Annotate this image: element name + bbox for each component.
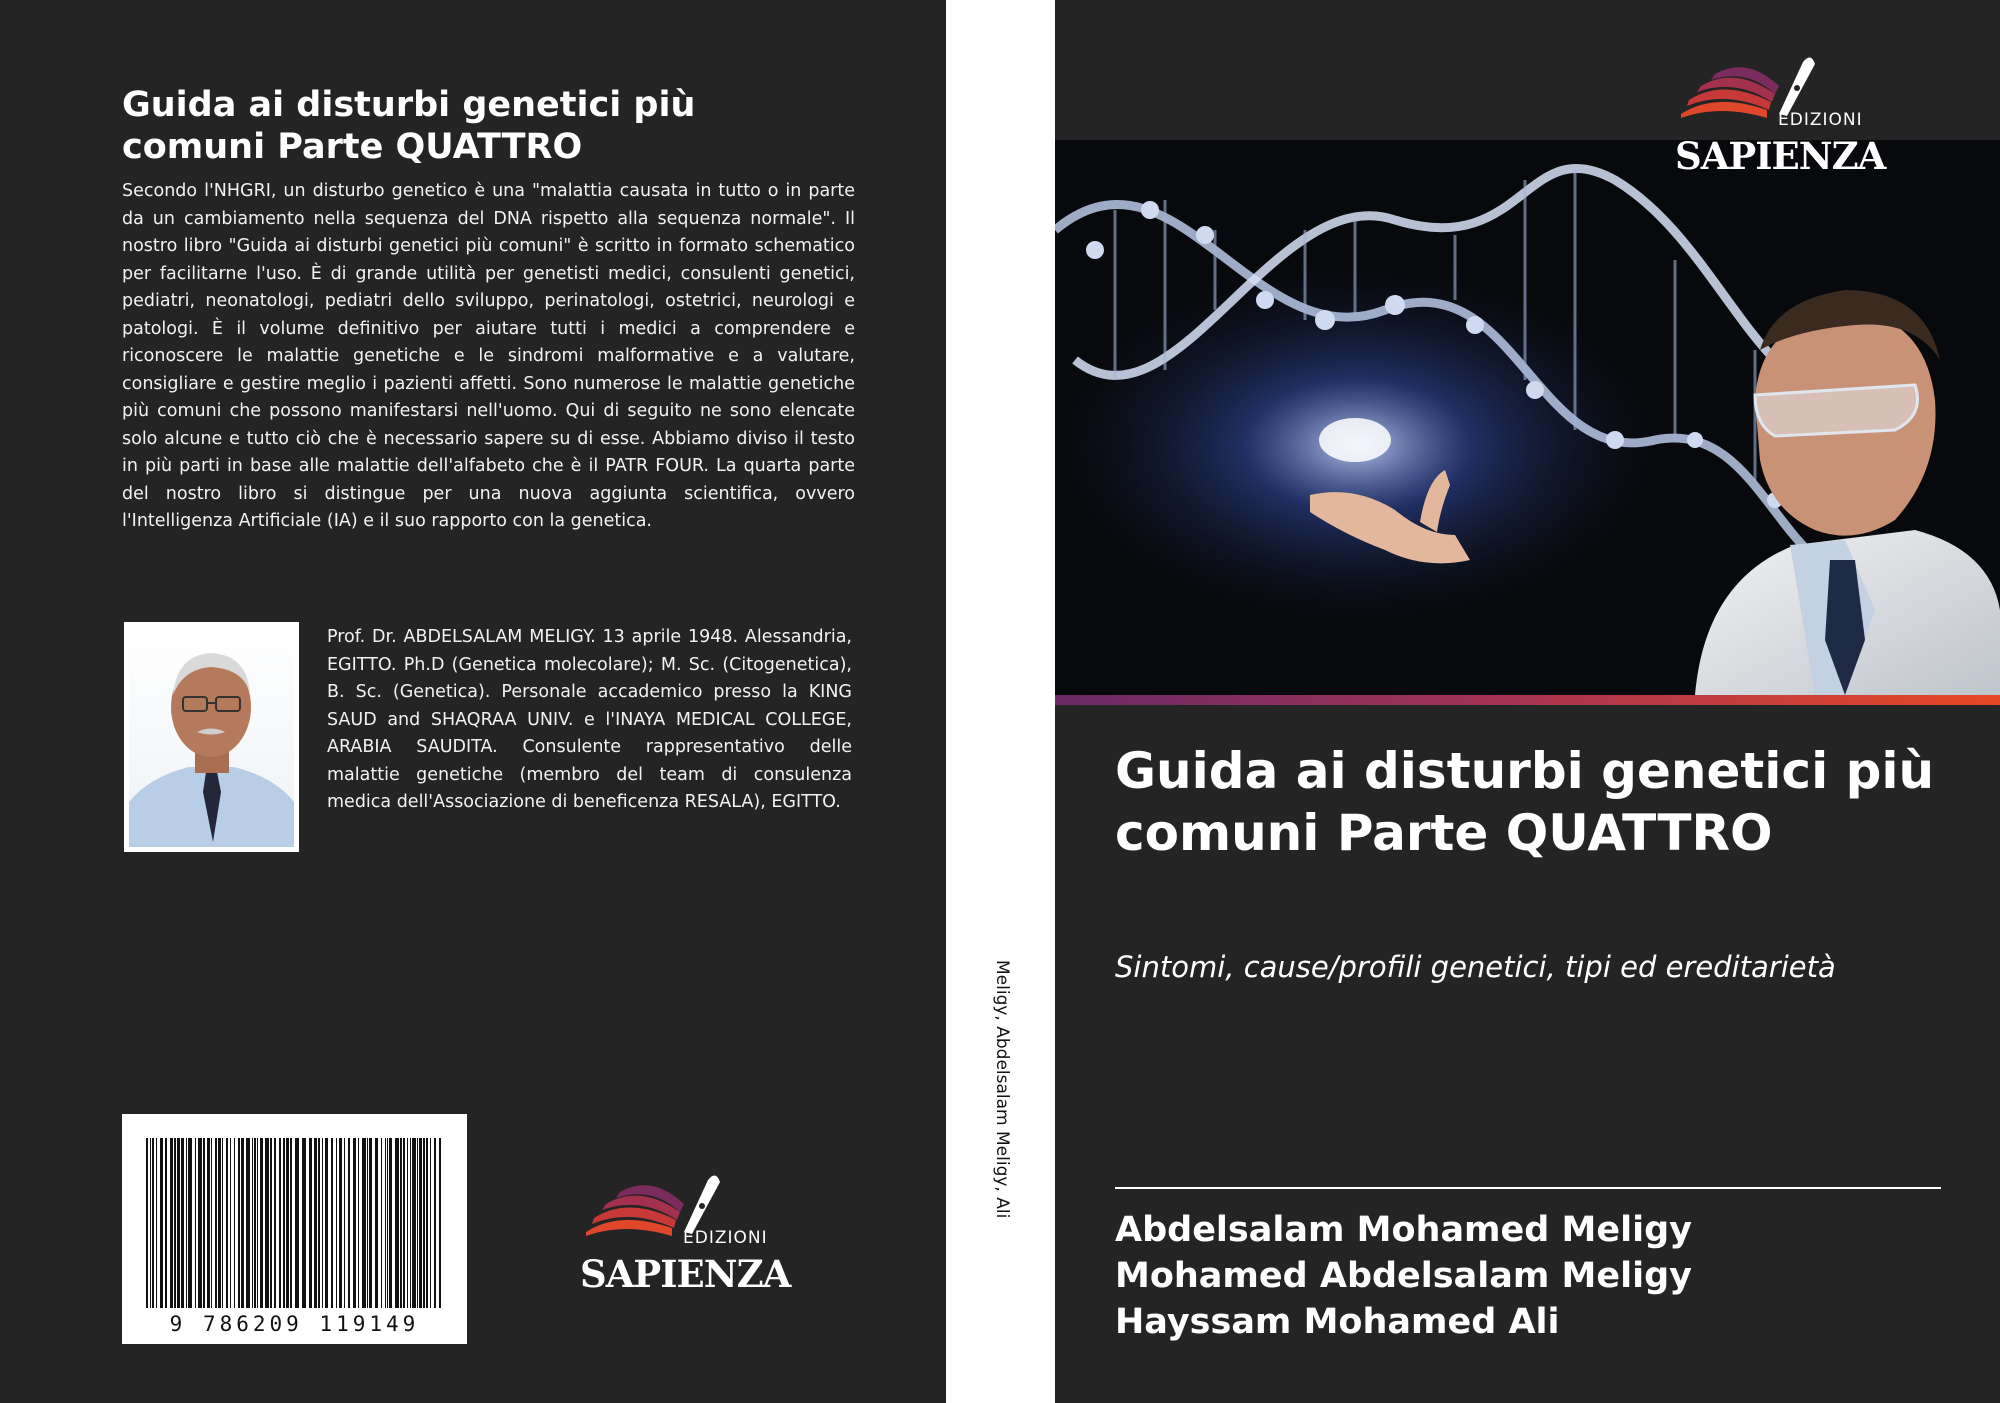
barcode-bar	[174, 1138, 176, 1308]
barcode-bar	[207, 1138, 210, 1308]
barcode-bar	[290, 1138, 292, 1308]
barcode-bar	[246, 1138, 250, 1308]
barcode-bar	[403, 1138, 405, 1308]
barcode-bar	[160, 1138, 163, 1308]
logo-imprint: EDIZIONI	[1778, 110, 1863, 130]
logo-name: SAPIENZA	[1675, 134, 1886, 178]
spine-text: Meligy, Abdelsalam Meligy, Ali	[992, 960, 1012, 1219]
barcode-bar	[412, 1138, 416, 1308]
barcode-bar	[430, 1138, 431, 1308]
author-portrait	[129, 627, 294, 847]
barcode-digits: 9 786209 119149	[169, 1312, 420, 1336]
barcode-bar	[339, 1138, 342, 1308]
barcode-bar	[353, 1138, 356, 1308]
barcode-icon	[140, 1138, 450, 1308]
barcode-bar	[389, 1138, 392, 1308]
front-cover	[1055, 0, 2000, 1403]
barcode-bar	[226, 1138, 228, 1308]
barcode-bar	[198, 1138, 202, 1308]
barcode-bar	[177, 1138, 180, 1308]
logo-name: SAPIENZA	[580, 1252, 791, 1296]
barcode-bar	[260, 1138, 263, 1308]
barcode-bar	[252, 1138, 253, 1308]
cover-color-band	[1055, 695, 2000, 705]
barcode-bar	[410, 1138, 411, 1308]
barcode-bar	[211, 1138, 212, 1308]
barcode-bar	[265, 1138, 269, 1308]
barcode-bar	[375, 1138, 378, 1308]
barcode-bar	[314, 1138, 317, 1308]
barcode-bar	[257, 1138, 258, 1308]
barcode-bar	[146, 1138, 148, 1308]
author-bio: Prof. Dr. ABDELSALAM MELIGY. 13 aprile 1948. Alessandria, EGITTO. Ph.D (Genetica molecolare); M. Sc. (Citogenetica), B. Sc. (Genetica). Personale accademico presso la KING SAUD and SHAQRAA UNIV. e l'INAYA MEDICAL COLLEGE, ARABIA SAUDITA. Consulente rappresentativo delle malattie genetiche (membro del team di consulenza medica dell'Associazione di beneficenza RESALA), EGITTO.	[327, 627, 852, 812]
barcode-bar	[439, 1138, 441, 1308]
barcode-bar	[423, 1138, 425, 1308]
barcode-bar	[322, 1138, 323, 1308]
back-cover-title: Guida ai disturbi genetici più comuni Parte QUATTRO	[122, 85, 696, 167]
barcode-bar	[419, 1138, 422, 1308]
barcode-bar	[400, 1138, 402, 1308]
author-photo	[124, 622, 299, 852]
barcode-bar	[344, 1138, 345, 1308]
barcode-bar	[218, 1138, 221, 1308]
barcode-bar	[286, 1138, 289, 1308]
barcode-bar	[170, 1138, 173, 1308]
barcode-bar	[156, 1138, 157, 1308]
barcode-bar	[241, 1138, 244, 1308]
barcode-bar	[238, 1138, 240, 1308]
back-cover	[0, 0, 946, 1403]
barcode-bar	[215, 1138, 217, 1308]
barcode-bar	[302, 1138, 306, 1308]
barcode-bar	[234, 1138, 235, 1308]
barcode-bar	[270, 1138, 272, 1308]
dna-helix-illustration	[1055, 140, 2000, 695]
barcode-bar	[203, 1138, 205, 1308]
barcode-bar	[254, 1138, 256, 1308]
barcode-bar	[186, 1138, 187, 1308]
barcode-bar	[426, 1138, 428, 1308]
front-cover-subtitle: Sintomi, cause/profili genetici, tipi ed ereditarietà	[1115, 950, 1836, 984]
barcode-bar	[362, 1138, 366, 1308]
barcode-bar	[336, 1138, 337, 1308]
barcode-bar	[381, 1138, 382, 1308]
barcode-bar	[274, 1138, 276, 1308]
barcode-bar	[358, 1138, 359, 1308]
barcode-bar	[309, 1138, 312, 1308]
publisher-logo-back	[580, 1170, 790, 1300]
barcode-bar	[417, 1138, 418, 1308]
barcode-bar	[331, 1138, 333, 1308]
barcode-bar	[369, 1138, 372, 1308]
logo-imprint: EDIZIONI	[683, 1228, 768, 1248]
barcode-bar	[348, 1138, 350, 1308]
author-name: Abdelsalam Mohamed Meligy	[1115, 1210, 1692, 1250]
barcode-bar	[283, 1138, 285, 1308]
barcode-bar	[279, 1138, 281, 1308]
barcode-bar	[181, 1138, 184, 1308]
author-name: Mohamed Abdelsalam Meligy	[1115, 1256, 1692, 1296]
barcode-bar	[407, 1138, 408, 1308]
barcode-bar	[188, 1138, 192, 1308]
barcode-bar	[434, 1138, 436, 1308]
publisher-logo-front	[1675, 52, 1885, 182]
barcode-bar	[385, 1138, 386, 1308]
barcode-bar	[318, 1138, 320, 1308]
barcode-bar	[195, 1138, 196, 1308]
barcode-bar	[395, 1138, 399, 1308]
barcode-bar	[152, 1138, 154, 1308]
isbn-barcode	[122, 1114, 467, 1344]
back-cover-blurb: Secondo l'NHGRI, un disturbo genetico è una "malattia causata in tutto o in parte da un cambiamento nella sequenza del DNA rispetto alla sequenza normale". Il nostro libro "Guida ai disturbi genetici più comuni" è scritto in formato schematico per facilitarne l'uso. È di grande utilità per genetisti medici, consulenti genetici, pediatri, neonatologi, pediatri dello sviluppo, perinatologi, ostetrici, neurologi e patologi. È il volume definitivo per aiutare tutti i medici a comprendere e riconoscere le malattie genetiche e le sindromi malformative e a valutare, consigliare e gestire meglio i pazienti affetti. Sono numerose le malattie genetiche più comuni che possono manifestarsi nell'uomo. Qui di seguito ne sono elencate solo alcune e tutto ciò che è necessario sapere su di esse. Abbiamo diviso il testo in più parti in base alle malattie dell'alfabeto che è il PATR FOUR. La quarta parte del nostro libro si distingue per una nuova aggiunta scientifica, ovvero l'Intelligenza Artificiale (IA) e il suo rapporto con la genetica.	[122, 181, 855, 531]
barcode-bar	[222, 1138, 223, 1308]
barcode-bar	[387, 1138, 388, 1308]
divider	[1115, 1187, 1941, 1189]
barcode-bar	[150, 1138, 151, 1308]
barcode-bar	[367, 1138, 368, 1308]
cover-illustration	[1055, 140, 2000, 695]
author-name: Hayssam Mohamed Ali	[1115, 1302, 1560, 1342]
barcode-bar	[325, 1138, 328, 1308]
barcode-bar	[165, 1138, 167, 1308]
barcode-bar	[295, 1138, 299, 1308]
front-cover-title: Guida ai disturbi genetici più comuni Parte QUATTRO	[1115, 742, 1935, 862]
barcode-bar	[230, 1138, 231, 1308]
